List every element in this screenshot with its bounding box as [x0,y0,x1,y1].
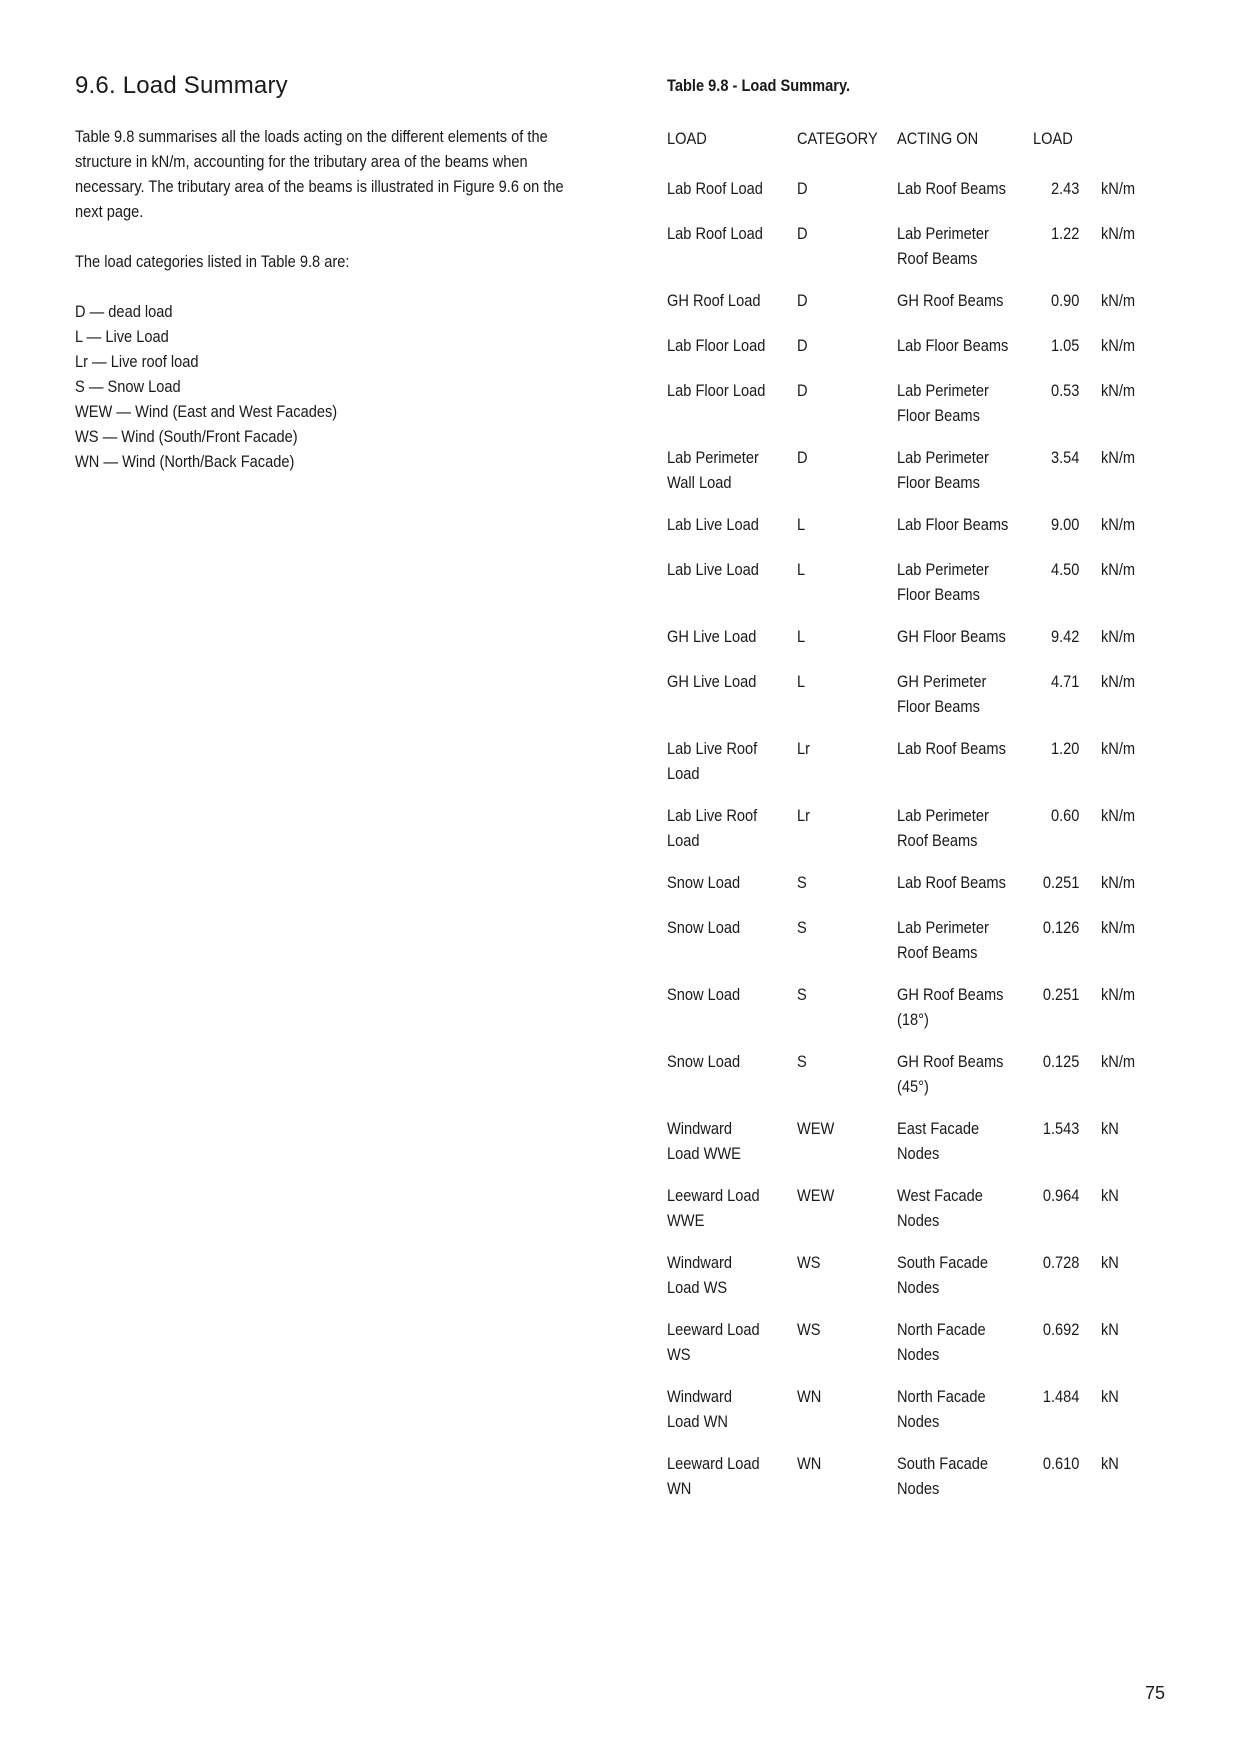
load-value-cell: 3.54 [1050,448,1080,467]
legend-item: D — dead load [75,302,173,321]
load-value-cell: 0.610 [1042,1454,1080,1473]
load-cell-line: Leeward Load [667,1454,760,1473]
unit-cell: kN/m [1101,291,1136,310]
legend-item: Lr — Live roof load [75,352,199,371]
legend-item: WEW — Wind (East and West Facades) [75,402,338,421]
category-cell: WN [797,1454,822,1473]
load-cell-line: Leeward Load [667,1320,760,1339]
acting-on-cell-line: Nodes [897,1345,940,1364]
acting-on-cell-line: Floor Beams [897,697,980,716]
table-row [667,669,1187,719]
table-row [667,624,1187,649]
acting-on-cell [897,445,1026,495]
load-cell [667,176,796,201]
load-cell-line: GH Live Load [667,627,757,646]
category-legend [75,299,595,474]
legend-item: WS — Wind (South/Front Facade) [75,427,298,446]
load-cell-line: GH Roof Load [667,291,761,310]
load-cell-line: WWE [667,1211,705,1230]
table-row [667,221,1187,271]
unit-cell: kN [1101,1186,1119,1205]
load-cell-line: Snow Load [667,918,741,937]
unit-cell: kN/m [1101,739,1136,758]
acting-on-cell [897,803,1026,853]
legend-item: WN — Wind (North/Back Facade) [75,452,295,471]
unit-cell: kN [1101,1119,1119,1138]
acting-on-cell [897,221,1026,271]
table-row [667,736,1187,786]
acting-on-cell-line: GH Roof Beams [897,985,1004,1004]
unit-cell: kN [1101,1320,1119,1339]
table-body [667,176,1187,1501]
unit-cell: kN/m [1101,672,1136,691]
load-cell [667,1384,796,1434]
category-cell: Lr [797,739,811,758]
load-cell-line: Snow Load [667,873,741,892]
acting-on-cell [897,288,1026,313]
acting-on-cell-line: North Facade [897,1320,986,1339]
acting-on-cell [897,333,1026,358]
acting-on-cell-line: GH Perimeter [897,672,987,691]
table-row [667,982,1187,1032]
acting-on-cell-line: Floor Beams [897,473,980,492]
category-cell: L [797,515,806,534]
load-cell-line: Snow Load [667,1052,741,1071]
category-cell: D [797,448,808,467]
load-cell-line: Lab Live Roof [667,806,758,825]
intro-paragraph: Table 9.8 summarises all the loads acting on the different elements of the structure in kN/m, accounting for the tributary area of the beams when necessary. The tributary area of the beams is illustrated in Figure 9.6 on the next page. [75,127,564,221]
load-cell [667,669,796,694]
section-body [75,124,595,474]
load-value-cell: 0.251 [1042,873,1080,892]
table-row [667,1317,1187,1367]
acting-on-cell-line: Roof Beams [897,249,978,268]
acting-on-cell-line: (18°) [897,1010,929,1029]
table-row [667,512,1187,537]
page-number: 75 [1144,1683,1165,1703]
table-row [667,870,1187,895]
table-row [667,1451,1187,1501]
load-value-cell: 0.692 [1042,1320,1080,1339]
load-value-cell: 1.484 [1042,1387,1080,1406]
load-cell-line: Snow Load [667,985,741,1004]
legend-item: L — Live Load [75,327,169,346]
acting-on-cell-line: GH Floor Beams [897,627,1006,646]
table-row [667,1116,1187,1166]
left-column [75,72,595,474]
load-value-cell: 0.251 [1042,985,1080,1004]
acting-on-cell-line: GH Roof Beams [897,291,1004,310]
acting-on-cell-line: Lab Perimeter [897,448,989,467]
unit-cell: kN/m [1101,873,1136,892]
load-value-cell: 0.53 [1050,381,1080,400]
table-row [667,1049,1187,1099]
unit-cell: kN/m [1101,1052,1136,1071]
acting-on-cell [897,982,1026,1032]
load-cell-line: Lab Live Load [667,560,759,579]
load-cell [667,1183,796,1233]
load-value-cell: 9.42 [1050,627,1080,646]
load-cell-line: Windward [667,1253,733,1272]
load-cell [667,982,796,1007]
load-value-cell: 0.60 [1050,806,1080,825]
unit-cell: kN/m [1101,448,1136,467]
acting-on-cell-line: Floor Beams [897,406,980,425]
load-value-cell: 4.71 [1050,672,1080,691]
load-cell [667,803,796,853]
load-value-cell: 0.125 [1042,1052,1080,1071]
header-category: CATEGORY [797,129,878,148]
acting-on-cell [897,669,1026,719]
load-cell-line: GH Live Load [667,672,757,691]
load-value-cell: 0.728 [1042,1253,1080,1272]
load-value-cell: 0.126 [1042,918,1080,937]
load-summary-table-section [667,76,1187,1518]
load-cell [667,445,796,495]
acting-on-cell-line: Roof Beams [897,943,978,962]
acting-on-cell-line: Nodes [897,1412,940,1431]
load-cell [667,221,796,246]
category-cell: L [797,627,806,646]
acting-on-cell-line: Nodes [897,1278,940,1297]
load-summary-table [667,126,1187,1501]
load-value-cell: 0.90 [1050,291,1080,310]
unit-cell: kN/m [1101,806,1136,825]
acting-on-cell [897,736,1026,761]
category-cell: L [797,560,806,579]
table-row [667,378,1187,428]
category-cell: D [797,336,808,355]
load-value-cell: 4.50 [1050,560,1080,579]
unit-cell: kN/m [1101,381,1136,400]
table-row [667,1250,1187,1300]
load-cell-line: Lab Roof Load [667,224,763,243]
acting-on-cell-line: Nodes [897,1479,940,1498]
load-value-cell: 9.00 [1050,515,1080,534]
acting-on-cell-line: (45°) [897,1077,929,1096]
load-cell-line: WS [667,1345,691,1364]
load-cell-line: Windward [667,1387,733,1406]
header-load: LOAD [667,129,707,148]
load-value-cell: 1.20 [1050,739,1080,758]
load-cell [667,736,796,786]
category-cell: D [797,291,808,310]
category-cell: S [797,918,807,937]
load-cell [667,1116,796,1166]
load-cell-line: Load [667,831,700,850]
table-row [667,915,1187,965]
acting-on-cell-line: Lab Perimeter [897,918,989,937]
acting-on-cell [897,176,1026,201]
category-cell: S [797,985,807,1004]
load-cell [667,378,796,403]
acting-on-cell-line: North Facade [897,1387,986,1406]
load-cell-line: Lab Floor Load [667,381,766,400]
load-cell-line: Load WWE [667,1144,741,1163]
acting-on-cell-line: South Facade [897,1454,989,1473]
header-acting-on: ACTING ON [897,129,979,148]
load-cell [667,557,796,582]
acting-on-cell [897,1183,1026,1233]
load-cell-line: Lab Live Roof [667,739,758,758]
acting-on-cell-line: Lab Roof Beams [897,873,1006,892]
load-cell [667,1250,796,1300]
load-cell [667,624,796,649]
load-cell-line: Load [667,764,700,783]
unit-cell: kN/m [1101,179,1136,198]
acting-on-cell-line: Lab Perimeter [897,806,989,825]
category-cell: S [797,1052,807,1071]
load-cell-line: Windward [667,1119,733,1138]
load-cell-line: Lab Live Load [667,515,759,534]
acting-on-cell [897,1451,1026,1501]
acting-on-cell [897,624,1026,649]
load-cell [667,288,796,313]
acting-on-cell [897,870,1026,895]
load-value-cell: 1.22 [1050,224,1080,243]
header-load-value: LOAD [1033,129,1073,148]
acting-on-cell-line: Lab Perimeter [897,560,989,579]
acting-on-cell [897,1384,1026,1434]
unit-cell: kN/m [1101,336,1136,355]
acting-on-cell-line: West Facade [897,1186,983,1205]
category-cell: WEW [797,1186,835,1205]
acting-on-cell [897,512,1026,537]
acting-on-cell [897,915,1026,965]
category-cell: WS [797,1320,821,1339]
load-value-cell: 1.05 [1050,336,1080,355]
category-cell: D [797,179,808,198]
acting-on-cell-line: East Facade [897,1119,980,1138]
load-cell [667,333,796,358]
acting-on-cell [897,1250,1026,1300]
load-cell-line: Leeward Load [667,1186,760,1205]
load-value-cell: 2.43 [1050,179,1080,198]
unit-cell: kN [1101,1454,1119,1473]
load-value-cell: 0.964 [1042,1186,1080,1205]
load-cell-line: Lab Floor Load [667,336,766,355]
table-row [667,333,1187,358]
acting-on-cell-line: Lab Perimeter [897,224,989,243]
table-row [667,803,1187,853]
acting-on-cell-line: Lab Floor Beams [897,515,1009,534]
unit-cell: kN/m [1101,560,1136,579]
categories-intro: The load categories listed in Table 9.8 are: [75,252,350,271]
unit-cell: kN/m [1101,627,1136,646]
category-cell: D [797,224,808,243]
table-row [667,445,1187,495]
table-row [667,1384,1187,1434]
section-title: 9.6. Load Summary [75,72,288,99]
unit-cell: kN [1101,1253,1119,1272]
load-value-cell: 1.543 [1042,1119,1080,1138]
acting-on-cell-line: Lab Roof Beams [897,739,1006,758]
acting-on-cell [897,1317,1026,1367]
load-cell-line: Lab Perimeter [667,448,759,467]
category-cell: Lr [797,806,811,825]
category-cell: L [797,672,806,691]
category-cell: WEW [797,1119,835,1138]
category-cell: WS [797,1253,821,1272]
acting-on-cell-line: Nodes [897,1211,940,1230]
load-cell [667,1451,796,1501]
load-cell [667,1317,796,1367]
unit-cell: kN [1101,1387,1119,1406]
table-caption: Table 9.8 - Load Summary. [667,76,851,95]
load-cell [667,915,796,940]
load-cell [667,1049,796,1074]
acting-on-cell-line: Lab Floor Beams [897,336,1009,355]
unit-cell: kN/m [1101,224,1136,243]
acting-on-cell-line: Lab Perimeter [897,381,989,400]
acting-on-cell-line: South Facade [897,1253,989,1272]
acting-on-cell-line: Roof Beams [897,831,978,850]
acting-on-cell [897,1049,1026,1099]
load-cell-line: Load WS [667,1278,728,1297]
load-cell-line: Wall Load [667,473,732,492]
acting-on-cell-line: Nodes [897,1144,940,1163]
load-cell-line: WN [667,1479,692,1498]
load-cell [667,512,796,537]
legend-item: S — Snow Load [75,377,181,396]
load-cell [667,870,796,895]
acting-on-cell [897,1116,1026,1166]
table-row [667,557,1187,607]
acting-on-cell-line: GH Roof Beams [897,1052,1004,1071]
load-cell-line: Lab Roof Load [667,179,763,198]
load-cell-line: Load WN [667,1412,728,1431]
category-cell: WN [797,1387,822,1406]
unit-cell: kN/m [1101,985,1136,1004]
unit-cell: kN/m [1101,515,1136,534]
table-header-row [667,126,1187,151]
table-row [667,176,1187,201]
unit-cell: kN/m [1101,918,1136,937]
acting-on-cell-line: Lab Roof Beams [897,179,1006,198]
table-row [667,1183,1187,1233]
category-cell: S [797,873,807,892]
acting-on-cell [897,557,1026,607]
category-cell: D [797,381,808,400]
acting-on-cell-line: Floor Beams [897,585,980,604]
acting-on-cell [897,378,1026,428]
table-row [667,288,1187,313]
